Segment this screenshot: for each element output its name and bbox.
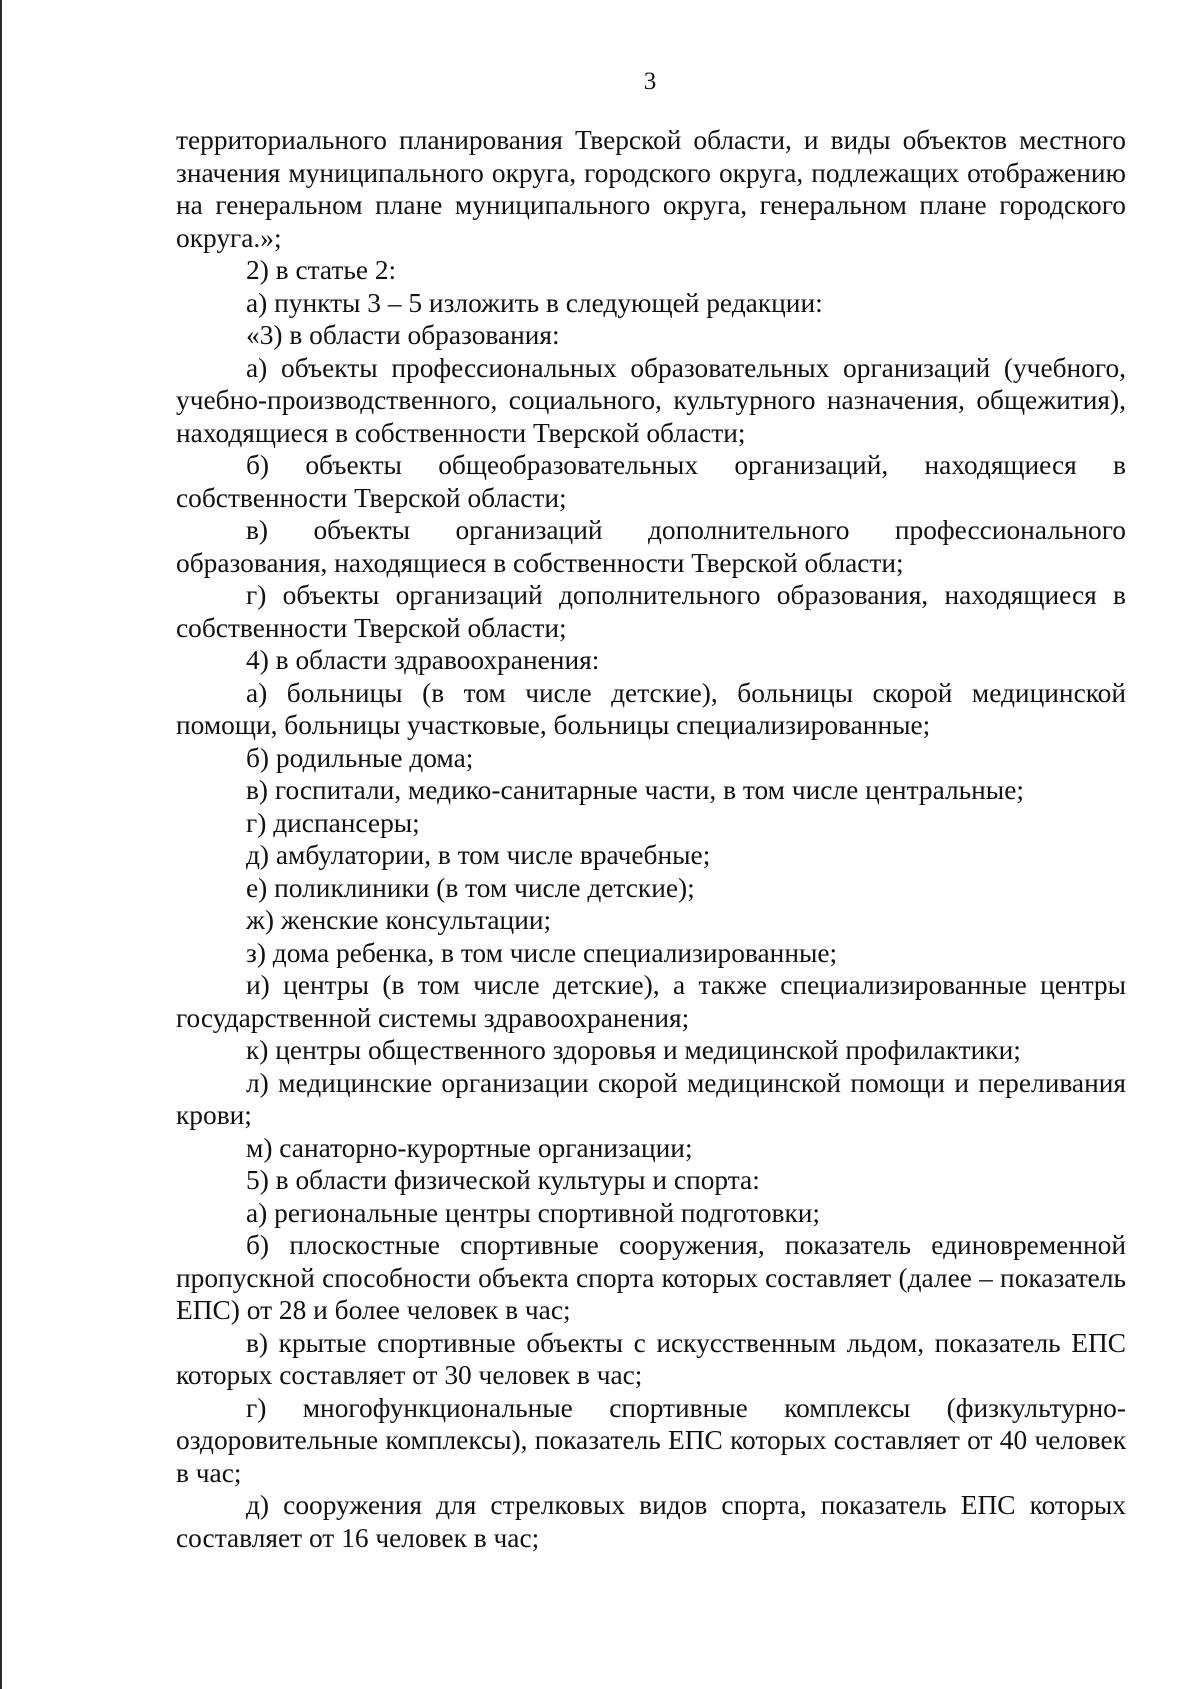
paragraph: а) пункты 3 – 5 изложить в следующей редакции: bbox=[246, 287, 823, 318]
paragraph: з) дома ребенка, в том числе специализированные; bbox=[246, 937, 838, 968]
page-number: 3 bbox=[643, 68, 657, 95]
paragraph: в) объекты организаций дополнительного профессионального образования, находящиеся в собственности Тверской области; bbox=[176, 515, 1126, 578]
paragraph: в) госпитали, медико-санитарные части, в том числе центральные; bbox=[246, 775, 1024, 805]
paragraph: д) сооружения для стрелковых видов спорта, показатель ЕПС которых составляет от 16 человек в час; bbox=[176, 1490, 1126, 1553]
paragraph: в) крытые спортивные объекты с искусственным льдом, показатель ЕПС которых составляет от 30 человек в час; bbox=[176, 1327, 1126, 1390]
paragraph: 2) в статье 2: bbox=[246, 255, 397, 285]
paragraph: е) поликлиники (в том числе детские); bbox=[246, 872, 695, 903]
paragraph: 4) в области здравоохранения: bbox=[246, 645, 600, 675]
paragraph: б) плоскостные спортивные сооружения, показатель единовременной пропускной способности объекта спорта которых составляет (далее – показатель ЕПС) от 28 и более человек в час; bbox=[176, 1230, 1126, 1325]
paragraph: г) многофункциональные спортивные комплексы (физкультурно-оздоровительные комплексы), показатель ЕПС которых составляет от 40 человек в час; bbox=[176, 1392, 1126, 1488]
paragraph: м) санаторно-курортные организации; bbox=[246, 1132, 693, 1163]
paragraph: а) региональные центры спортивной подготовки; bbox=[246, 1197, 821, 1228]
paragraph: г) объекты организаций дополнительного образования, находящиеся в собственности Тверской области; bbox=[176, 580, 1126, 643]
page-edge bbox=[0, 0, 2, 1689]
paragraph: и) центры (в том числе детские), а также специализированные центры государственной системы здравоохранения; bbox=[176, 970, 1126, 1033]
paragraph: г) диспансеры; bbox=[246, 807, 420, 838]
paragraph: л) медицинские организации скорой медицинской помощи и переливания крови; bbox=[176, 1067, 1126, 1130]
document-body bbox=[176, 124, 1126, 1554]
paragraph: а) объекты профессиональных образовательных организаций (учебного, учебно-производственного, социального, культурного назначения, общежития), находящиеся в собственности Тверской области; bbox=[176, 352, 1126, 448]
paragraph: ж) женские консультации; bbox=[246, 905, 552, 935]
paragraph: б) родильные дома; bbox=[246, 742, 474, 773]
paragraph: б) объекты общеобразовательных организаций, находящиеся в собственности Тверской области; bbox=[176, 450, 1126, 513]
paragraph: к) центры общественного здоровья и медицинской профилактики; bbox=[246, 1035, 1021, 1065]
paragraph: «3) в области образования: bbox=[246, 320, 560, 350]
paragraph: 5) в области физической культуры и спорта: bbox=[246, 1165, 760, 1195]
paragraph: а) больницы (в том числе детские), больницы скорой медицинской помощи, больницы участковые, больницы специализированные; bbox=[176, 677, 1126, 740]
paragraph: д) амбулатории, в том числе врачебные; bbox=[246, 840, 711, 870]
paragraph: территориального планирования Тверской области, и виды объектов местного значения муниципального округа, городского округа, подлежащих отображению на генеральном плане муниципального округа, генеральном плане городского округа.»; bbox=[176, 125, 1126, 253]
